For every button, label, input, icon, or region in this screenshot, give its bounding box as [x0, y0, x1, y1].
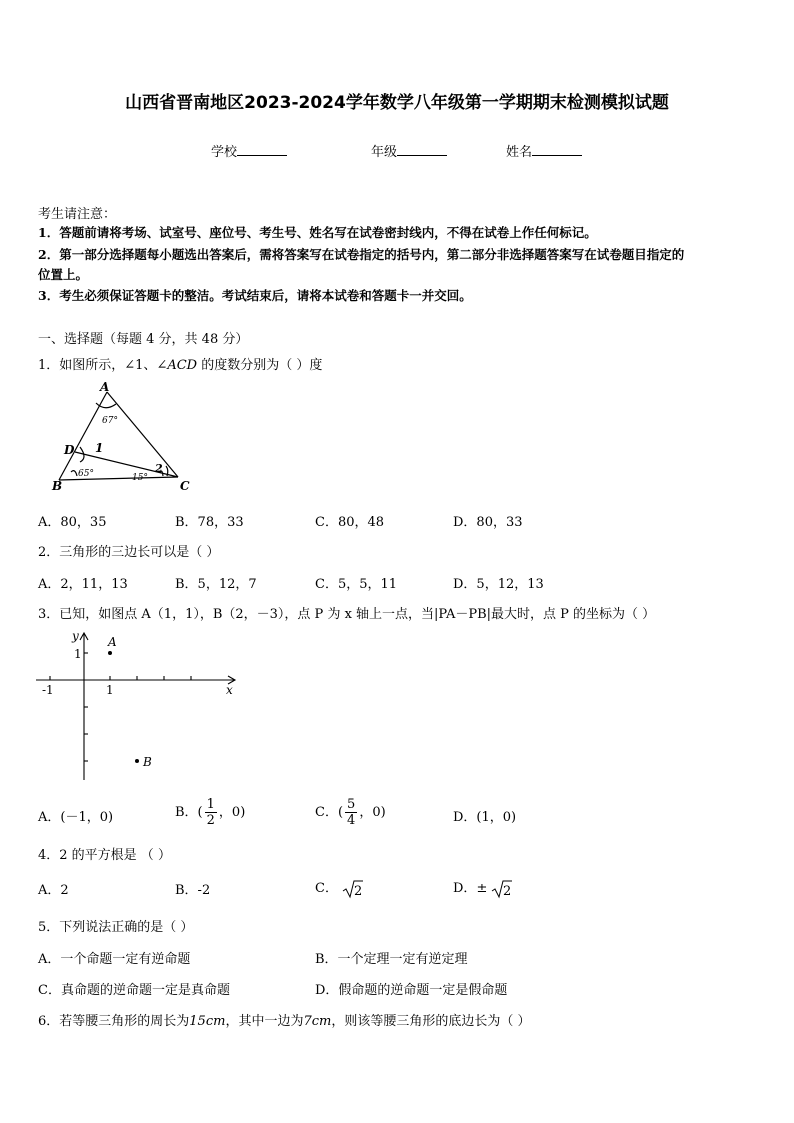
grade-label: 年级: [371, 145, 398, 160]
angle-65-label: 65°: [78, 469, 94, 479]
notice-item: 2．第一部分选择题每小题选出答案后，需将答案写在试卷指定的括号内，第二部分非选择题答案写在试卷题目指定的: [38, 247, 685, 262]
y-axis-label: y: [72, 629, 79, 643]
q2-option-b[interactable]: B．5，12，7: [175, 577, 257, 592]
q4-option-c[interactable]: C． 2: [315, 877, 364, 899]
q4-option-d[interactable]: D．± 2: [453, 877, 513, 899]
coordinate-figure: [36, 628, 246, 788]
question-5-stem: 5．下列说法正确的是（ ）: [38, 920, 194, 935]
sqrt-symbol: [491, 879, 513, 899]
notice-item: 位置上。: [38, 267, 89, 282]
question-3-stem: 3．已知，如图点 A（1，1），B（2，－3），点 P 为 x 轴上一点，当|PA－PB|最大时，点 P 的坐标为（ ）: [38, 607, 656, 622]
fraction-one-half: $\frac{1}{2}$: [206, 797, 215, 828]
q5-option-b[interactable]: B．一个定理一定有逆定理: [315, 952, 468, 967]
sqrt-symbol: [342, 879, 364, 899]
q1-option-c[interactable]: C．80，48: [315, 515, 385, 530]
fraction-five-quarters: $\frac{5}{4}$: [347, 797, 356, 828]
q2-option-a[interactable]: A．2，11，13: [38, 577, 128, 592]
y-tick-1-label: 1: [74, 647, 82, 661]
q4-option-b[interactable]: B．-2: [175, 883, 211, 898]
q3-option-b[interactable]: B．( $\frac{1}{2}$ ，0): [175, 797, 246, 828]
q1-option-b[interactable]: B．78，33: [175, 515, 244, 530]
vertex-b-label: B: [52, 479, 63, 493]
q1-option-a[interactable]: A．80，35: [38, 515, 107, 530]
grade-blank[interactable]: [397, 143, 447, 156]
q4-option-a[interactable]: A．2: [38, 883, 69, 898]
school-label: 学校: [211, 145, 238, 160]
angle-67-label: 67°: [102, 416, 118, 426]
vertex-d-label: D: [64, 443, 75, 457]
question-6-stem: 6．若等腰三角形的周长为15cm，其中一边为7cm，则该等腰三角形的底边长为（ ）: [38, 1014, 531, 1029]
name-blank[interactable]: [532, 143, 582, 156]
vertex-a-label: A: [100, 380, 110, 394]
notice-item: 3．考生必须保证答题卡的整洁。考试结束后，请将本试卷和答题卡一并交回。: [38, 288, 472, 303]
section-heading: 一、选择题（每题 4 分，共 48 分）: [38, 332, 249, 347]
svg-text:2: 2: [503, 883, 512, 899]
q2-option-d[interactable]: D．5，12，13: [453, 577, 544, 592]
x-tick-neg1-label: -1: [42, 683, 54, 697]
exam-title: 山西省晋南地区2023-2024学年数学八年级第一学期期末检测模拟试题: [125, 93, 669, 113]
q1-option-d[interactable]: D．80，33: [453, 515, 523, 530]
angle-1-label: 1: [95, 441, 104, 455]
school-blank[interactable]: [237, 143, 287, 156]
q5-option-c[interactable]: C．真命题的逆命题一定是真命题: [38, 983, 230, 998]
q5-option-a[interactable]: A．一个命题一定有逆命题: [38, 952, 191, 967]
question-4-stem: 4．2 的平方根是 （ ）: [38, 848, 171, 863]
q5-option-d[interactable]: D．假命题的逆命题一定是假命题: [315, 983, 508, 998]
triangle-figure: [50, 380, 200, 495]
grade-field: [371, 141, 447, 160]
question-2-stem: 2．三角形的三边长可以是（ ）: [38, 545, 220, 560]
name-field: [506, 141, 582, 160]
name-label: 姓名: [506, 145, 533, 160]
x-tick-1-label: 1: [106, 683, 114, 697]
school-field: [211, 141, 287, 160]
svg-text:2: 2: [354, 883, 363, 899]
point-b-dot: [135, 759, 139, 763]
notice-heading: 考生请注意：: [38, 207, 117, 222]
point-a-label: A: [108, 635, 117, 649]
notice-item: 1．答题前请将考场、试室号、座位号、考生号、姓名写在试卷密封线内，不得在试卷上作任何标记。: [38, 225, 597, 240]
angle-15-label: 15°: [132, 473, 148, 483]
vertex-c-label: C: [180, 479, 190, 493]
x-axis-label: x: [226, 683, 233, 697]
angle-2-label: 2: [155, 462, 163, 475]
point-b-label: B: [143, 755, 152, 769]
q3-option-d[interactable]: D．(1，0): [453, 810, 517, 825]
question-1-stem: 1．如图所示，∠1、∠ACD 的度数分别为（ ）度: [38, 358, 323, 373]
point-a-dot: [108, 651, 112, 655]
q3-option-a[interactable]: A．(－1，0): [38, 810, 114, 825]
q3-option-c[interactable]: C．( $\frac{5}{4}$ ，0): [315, 797, 386, 828]
q2-option-c[interactable]: C．5，5，11: [315, 577, 398, 592]
